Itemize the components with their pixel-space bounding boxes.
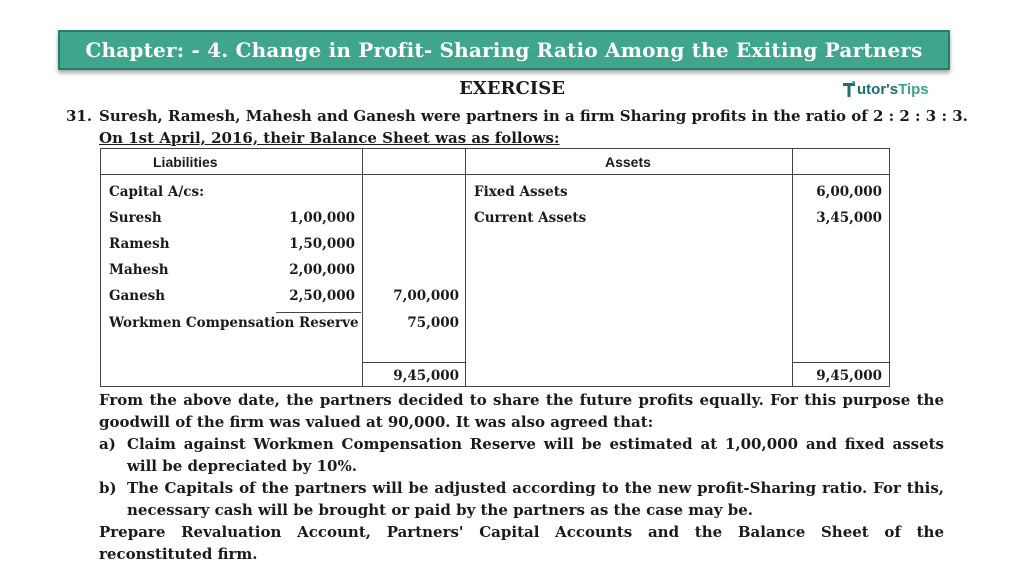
capital-label: Capital A/cs: (109, 184, 205, 200)
column-divider (792, 149, 793, 386)
question-line-1: Suresh, Ramesh, Mahesh and Ganesh were partners in a firm Sharing profits in the ratio of 2 : 2 : 3 : 3. (99, 107, 968, 125)
partner-capital: 1,50,000 (289, 236, 355, 252)
question-number: 31. (66, 107, 93, 125)
item-b-label: b) (99, 479, 117, 497)
liabilities-total: 9,45,000 (393, 368, 459, 384)
subtotal-underline (276, 312, 361, 313)
column-divider (465, 149, 466, 386)
tutors-tips-logo (842, 81, 929, 98)
item-a-label: a) (99, 435, 116, 453)
asset-name: Fixed Assets (474, 184, 568, 200)
partner-capital: 1,00,000 (289, 210, 355, 226)
assets-total: 9,45,000 (816, 368, 882, 384)
partner-capital: 2,00,000 (289, 262, 355, 278)
instruction-paragraph: From the above date, the partners decided to share the future profits equally. For this purpose the goodwill of the firm was valued at 90,000. It was also agreed that: (99, 391, 944, 431)
chapter-banner (58, 30, 950, 70)
asset-amount: 6,00,000 (816, 184, 882, 200)
exercise-heading: EXERCISE (459, 78, 565, 99)
closing-instruction: Prepare Revaluation Account, Partners' Capital Accounts and the Balance Sheet of the reconstituted firm. (99, 523, 944, 563)
reserve-amount: 75,000 (407, 315, 459, 331)
logo-t-icon (842, 81, 856, 98)
partner-capital: 2,50,000 (289, 288, 355, 304)
partner-name: Mahesh (109, 262, 169, 278)
reserve-label: Workmen Compensation Reserve (109, 315, 359, 331)
partner-name: Suresh (109, 210, 162, 226)
logo-text-part1: utor's (857, 81, 899, 98)
header-divider (101, 174, 889, 175)
partner-name: Ramesh (109, 236, 170, 252)
column-divider (362, 149, 363, 386)
capital-total: 7,00,000 (393, 288, 459, 304)
item-b-text: The Capitals of the partners will be adjusted according to the new profit-Sharing ratio. For this, necessary cash will be brought or paid by the partners as the case may be. (127, 479, 944, 519)
asset-amount: 3,45,000 (816, 210, 882, 226)
partner-name: Ganesh (109, 288, 166, 304)
item-a-text: Claim against Workmen Compensation Reserve will be estimated at 1,00,000 and fixed assets will be depreciated by 10%. (127, 435, 944, 475)
liabilities-header: Liabilities (153, 154, 218, 170)
logo-text-part2: Tips (898, 81, 929, 98)
total-line-assets (792, 362, 889, 363)
chapter-title: Chapter: - 4. Change in Profit- Sharing Ratio Among the Exiting Partners (85, 38, 923, 62)
total-line-liabilities (362, 362, 465, 363)
assets-header: Assets (605, 154, 651, 170)
question-line-2: On 1st April, 2016, their Balance Sheet was as follows: (99, 129, 560, 147)
balance-sheet-table (100, 148, 890, 387)
asset-name: Current Assets (474, 210, 587, 226)
